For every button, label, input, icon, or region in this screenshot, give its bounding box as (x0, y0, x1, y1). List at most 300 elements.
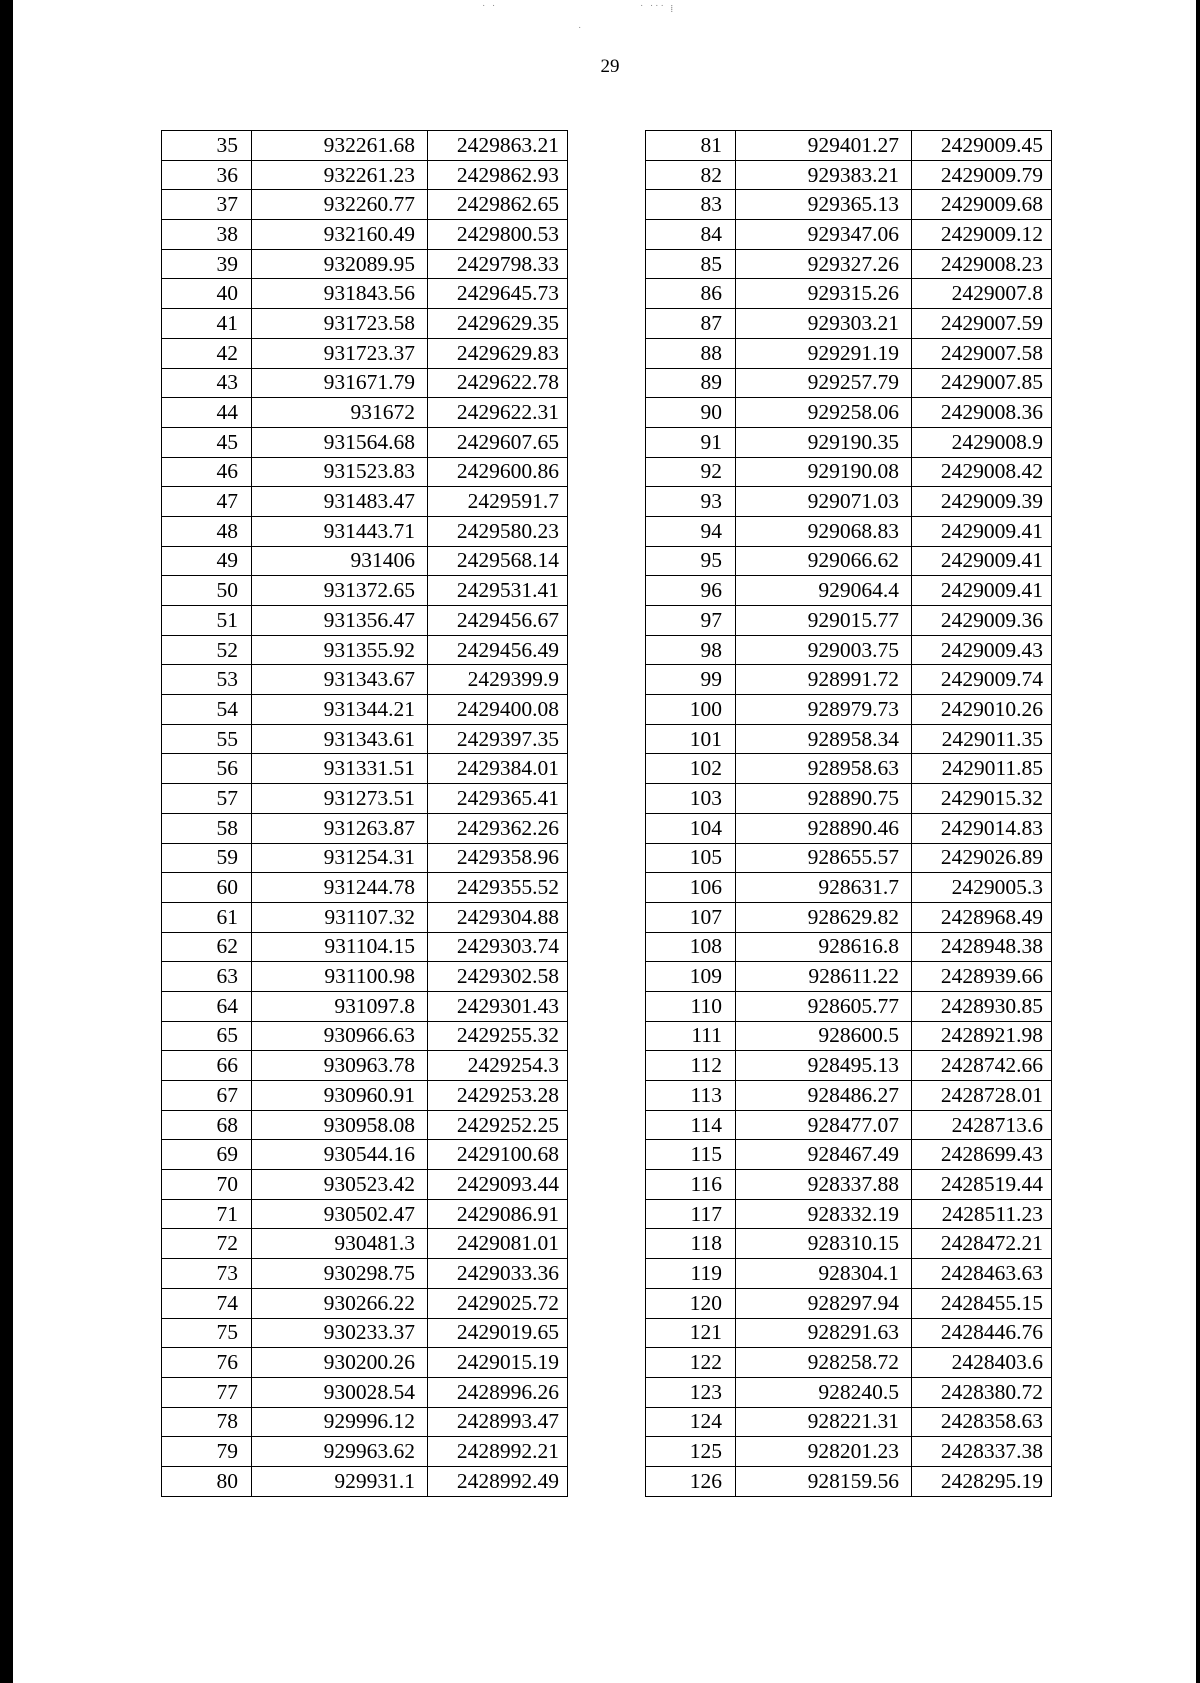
x-coordinate-cell: 929291.19 (736, 338, 912, 368)
y-coordinate-cell: 2429009.74 (912, 665, 1052, 695)
y-coordinate-cell: 2429100.68 (428, 1140, 568, 1170)
table-row (162, 576, 568, 606)
table-row (646, 665, 1052, 695)
point-number-cell: 88 (646, 338, 736, 368)
table-row (646, 784, 1052, 814)
table-row (162, 843, 568, 873)
table-row (646, 427, 1052, 457)
table-row (162, 635, 568, 665)
point-number-cell: 121 (646, 1318, 736, 1348)
point-number-cell: 77 (162, 1377, 252, 1407)
point-number-cell: 122 (646, 1348, 736, 1378)
point-number-cell: 106 (646, 873, 736, 903)
point-number-cell: 57 (162, 784, 252, 814)
point-number-cell: 99 (646, 665, 736, 695)
x-coordinate-cell: 930963.78 (252, 1051, 428, 1081)
y-coordinate-cell: 2429007.59 (912, 309, 1052, 339)
y-coordinate-cell: 2429456.49 (428, 635, 568, 665)
x-coordinate-cell: 928890.46 (736, 813, 912, 843)
table-row (162, 962, 568, 992)
x-coordinate-cell: 931564.68 (252, 427, 428, 457)
point-number-cell: 67 (162, 1081, 252, 1111)
point-number-cell: 69 (162, 1140, 252, 1170)
y-coordinate-cell: 2429093.44 (428, 1170, 568, 1200)
x-coordinate-cell: 928611.22 (736, 962, 912, 992)
table-row (646, 1259, 1052, 1289)
y-coordinate-cell: 2429399.9 (428, 665, 568, 695)
table-row (162, 1021, 568, 1051)
x-coordinate-cell: 932260.77 (252, 190, 428, 220)
y-coordinate-cell: 2429531.41 (428, 576, 568, 606)
y-coordinate-cell: 2429011.35 (912, 724, 1052, 754)
y-coordinate-cell: 2429026.89 (912, 843, 1052, 873)
y-coordinate-cell: 2429009.12 (912, 220, 1052, 250)
table-row (162, 1259, 568, 1289)
table-row (646, 516, 1052, 546)
point-number-cell: 43 (162, 368, 252, 398)
table-row (646, 813, 1052, 843)
table-row (646, 368, 1052, 398)
table-row (162, 368, 568, 398)
y-coordinate-cell: 2429005.3 (912, 873, 1052, 903)
y-coordinate-cell: 2429011.85 (912, 754, 1052, 784)
table-row (646, 1437, 1052, 1467)
table-row (646, 1288, 1052, 1318)
y-coordinate-cell: 2429591.7 (428, 487, 568, 517)
table-row (646, 724, 1052, 754)
scan-noise-mark: ˙ (578, 26, 584, 37)
y-coordinate-cell: 2428728.01 (912, 1081, 1052, 1111)
point-number-cell: 87 (646, 309, 736, 339)
table-row (162, 131, 568, 161)
scan-noise-mark: ˙ ˙˙˙ ⁞ (640, 4, 676, 15)
x-coordinate-cell: 928600.5 (736, 1021, 912, 1051)
y-coordinate-cell: 2429014.83 (912, 813, 1052, 843)
point-number-cell: 54 (162, 695, 252, 725)
table-row (162, 1348, 568, 1378)
y-coordinate-cell: 2429355.52 (428, 873, 568, 903)
y-coordinate-cell: 2429010.26 (912, 695, 1052, 725)
table-row (646, 1170, 1052, 1200)
point-number-cell: 40 (162, 279, 252, 309)
y-coordinate-cell: 2429384.01 (428, 754, 568, 784)
point-number-cell: 91 (646, 427, 736, 457)
table-row (162, 1170, 568, 1200)
x-coordinate-cell: 928297.94 (736, 1288, 912, 1318)
x-coordinate-cell: 929383.21 (736, 160, 912, 190)
x-coordinate-cell: 931107.32 (252, 902, 428, 932)
point-number-cell: 45 (162, 427, 252, 457)
table-row (162, 398, 568, 428)
y-coordinate-cell: 2428463.63 (912, 1259, 1052, 1289)
point-number-cell: 58 (162, 813, 252, 843)
table-row (162, 695, 568, 725)
x-coordinate-cell: 929064.4 (736, 576, 912, 606)
x-coordinate-cell: 929996.12 (252, 1407, 428, 1437)
y-coordinate-cell: 2428699.43 (912, 1140, 1052, 1170)
table-row (646, 576, 1052, 606)
scan-noise-mark: ˙ ˙ (482, 4, 498, 15)
point-number-cell: 126 (646, 1466, 736, 1496)
x-coordinate-cell: 929190.35 (736, 427, 912, 457)
table-row (162, 457, 568, 487)
x-coordinate-cell: 931343.67 (252, 665, 428, 695)
x-coordinate-cell: 930266.22 (252, 1288, 428, 1318)
point-number-cell: 44 (162, 398, 252, 428)
table-row (646, 1051, 1052, 1081)
point-number-cell: 74 (162, 1288, 252, 1318)
table-row (646, 1466, 1052, 1496)
x-coordinate-cell: 930028.54 (252, 1377, 428, 1407)
x-coordinate-cell: 928631.7 (736, 873, 912, 903)
x-coordinate-cell: 930523.42 (252, 1170, 428, 1200)
y-coordinate-cell: 2429645.73 (428, 279, 568, 309)
point-number-cell: 86 (646, 279, 736, 309)
x-coordinate-cell: 932160.49 (252, 220, 428, 250)
table-row (646, 457, 1052, 487)
table-row (162, 1318, 568, 1348)
table-row (646, 873, 1052, 903)
y-coordinate-cell: 2429086.91 (428, 1199, 568, 1229)
table-row (162, 1110, 568, 1140)
point-number-cell: 63 (162, 962, 252, 992)
x-coordinate-cell: 928486.27 (736, 1081, 912, 1111)
point-number-cell: 114 (646, 1110, 736, 1140)
point-number-cell: 105 (646, 843, 736, 873)
x-coordinate-cell: 928629.82 (736, 902, 912, 932)
y-coordinate-cell: 2429798.33 (428, 249, 568, 279)
point-number-cell: 71 (162, 1199, 252, 1229)
point-number-cell: 80 (162, 1466, 252, 1496)
point-number-cell: 97 (646, 606, 736, 636)
x-coordinate-cell: 929401.27 (736, 131, 912, 161)
table-row (162, 813, 568, 843)
x-coordinate-cell: 932261.68 (252, 131, 428, 161)
point-number-cell: 70 (162, 1170, 252, 1200)
x-coordinate-cell: 929963.62 (252, 1437, 428, 1467)
point-number-cell: 78 (162, 1407, 252, 1437)
table-row (646, 220, 1052, 250)
point-number-cell: 96 (646, 576, 736, 606)
x-coordinate-cell: 931483.47 (252, 487, 428, 517)
point-number-cell: 118 (646, 1229, 736, 1259)
y-coordinate-cell: 2428968.49 (912, 902, 1052, 932)
x-coordinate-cell: 931343.61 (252, 724, 428, 754)
x-coordinate-cell: 928958.63 (736, 754, 912, 784)
x-coordinate-cell: 931723.37 (252, 338, 428, 368)
y-coordinate-cell: 2429081.01 (428, 1229, 568, 1259)
y-coordinate-cell: 2429009.36 (912, 606, 1052, 636)
point-number-cell: 108 (646, 932, 736, 962)
x-coordinate-cell: 931723.58 (252, 309, 428, 339)
x-coordinate-cell: 931671.79 (252, 368, 428, 398)
point-number-cell: 81 (646, 131, 736, 161)
table-row (162, 190, 568, 220)
y-coordinate-cell: 2429008.36 (912, 398, 1052, 428)
table-row (162, 665, 568, 695)
y-coordinate-cell: 2429033.36 (428, 1259, 568, 1289)
point-number-cell: 93 (646, 487, 736, 517)
point-number-cell: 103 (646, 784, 736, 814)
x-coordinate-cell: 929365.13 (736, 190, 912, 220)
point-number-cell: 124 (646, 1407, 736, 1437)
y-coordinate-cell: 2429015.32 (912, 784, 1052, 814)
point-number-cell: 38 (162, 220, 252, 250)
y-coordinate-cell: 2428992.21 (428, 1437, 568, 1467)
table-row (162, 932, 568, 962)
point-number-cell: 113 (646, 1081, 736, 1111)
x-coordinate-cell: 930966.63 (252, 1021, 428, 1051)
table-row (646, 309, 1052, 339)
point-number-cell: 84 (646, 220, 736, 250)
x-coordinate-cell: 929303.21 (736, 309, 912, 339)
x-coordinate-cell: 928304.1 (736, 1259, 912, 1289)
x-coordinate-cell: 929347.06 (736, 220, 912, 250)
y-coordinate-cell: 2428713.6 (912, 1110, 1052, 1140)
y-coordinate-cell: 2428337.38 (912, 1437, 1052, 1467)
point-number-cell: 73 (162, 1259, 252, 1289)
y-coordinate-cell: 2428403.6 (912, 1348, 1052, 1378)
coordinates-table-left (161, 130, 568, 1497)
scan-border-left (0, 0, 13, 1683)
x-coordinate-cell: 929315.26 (736, 279, 912, 309)
point-number-cell: 39 (162, 249, 252, 279)
x-coordinate-cell: 930960.91 (252, 1081, 428, 1111)
y-coordinate-cell: 2429301.43 (428, 991, 568, 1021)
x-coordinate-cell: 929257.79 (736, 368, 912, 398)
x-coordinate-cell: 931843.56 (252, 279, 428, 309)
table-row (162, 754, 568, 784)
point-number-cell: 116 (646, 1170, 736, 1200)
point-number-cell: 56 (162, 754, 252, 784)
point-number-cell: 46 (162, 457, 252, 487)
point-number-cell: 94 (646, 516, 736, 546)
coordinates-table-right (645, 130, 1052, 1497)
y-coordinate-cell: 2429400.08 (428, 695, 568, 725)
y-coordinate-cell: 2429862.93 (428, 160, 568, 190)
point-number-cell: 112 (646, 1051, 736, 1081)
x-coordinate-cell: 932089.95 (252, 249, 428, 279)
table-row (646, 754, 1052, 784)
point-number-cell: 101 (646, 724, 736, 754)
x-coordinate-cell: 932261.23 (252, 160, 428, 190)
x-coordinate-cell: 930544.16 (252, 1140, 428, 1170)
table-row (646, 546, 1052, 576)
point-number-cell: 111 (646, 1021, 736, 1051)
x-coordinate-cell: 928291.63 (736, 1318, 912, 1348)
x-coordinate-cell: 928890.75 (736, 784, 912, 814)
x-coordinate-cell: 928258.72 (736, 1348, 912, 1378)
x-coordinate-cell: 931263.87 (252, 813, 428, 843)
table-row (162, 724, 568, 754)
y-coordinate-cell: 2429254.3 (428, 1051, 568, 1081)
page-number: 29 (600, 56, 620, 77)
point-number-cell: 85 (646, 249, 736, 279)
y-coordinate-cell: 2429009.43 (912, 635, 1052, 665)
x-coordinate-cell: 931355.92 (252, 635, 428, 665)
point-number-cell: 59 (162, 843, 252, 873)
table-row (162, 338, 568, 368)
y-coordinate-cell: 2429629.83 (428, 338, 568, 368)
x-coordinate-cell: 930200.26 (252, 1348, 428, 1378)
point-number-cell: 110 (646, 991, 736, 1021)
table-row (646, 1110, 1052, 1140)
x-coordinate-cell: 931406 (252, 546, 428, 576)
table-row (646, 991, 1052, 1021)
x-coordinate-cell: 930481.3 (252, 1229, 428, 1259)
y-coordinate-cell: 2429009.68 (912, 190, 1052, 220)
point-number-cell: 35 (162, 131, 252, 161)
y-coordinate-cell: 2429568.14 (428, 546, 568, 576)
table-row (646, 338, 1052, 368)
y-coordinate-cell: 2429009.41 (912, 576, 1052, 606)
table-row (646, 398, 1052, 428)
scan-border-right (1196, 0, 1200, 1683)
x-coordinate-cell: 929931.1 (252, 1466, 428, 1496)
point-number-cell: 98 (646, 635, 736, 665)
point-number-cell: 66 (162, 1051, 252, 1081)
y-coordinate-cell: 2429009.79 (912, 160, 1052, 190)
point-number-cell: 82 (646, 160, 736, 190)
table-row (162, 1288, 568, 1318)
table-row (646, 249, 1052, 279)
x-coordinate-cell: 928979.73 (736, 695, 912, 725)
y-coordinate-cell: 2429009.45 (912, 131, 1052, 161)
x-coordinate-cell: 928495.13 (736, 1051, 912, 1081)
point-number-cell: 61 (162, 902, 252, 932)
table-row (646, 962, 1052, 992)
table-row (162, 991, 568, 1021)
x-coordinate-cell: 928310.15 (736, 1229, 912, 1259)
point-number-cell: 104 (646, 813, 736, 843)
point-number-cell: 79 (162, 1437, 252, 1467)
x-coordinate-cell: 931443.71 (252, 516, 428, 546)
point-number-cell: 47 (162, 487, 252, 517)
y-coordinate-cell: 2429629.35 (428, 309, 568, 339)
point-number-cell: 120 (646, 1288, 736, 1318)
x-coordinate-cell: 929003.75 (736, 635, 912, 665)
x-coordinate-cell: 930298.75 (252, 1259, 428, 1289)
point-number-cell: 51 (162, 606, 252, 636)
x-coordinate-cell: 928655.57 (736, 843, 912, 873)
table-row (646, 1140, 1052, 1170)
x-coordinate-cell: 928159.56 (736, 1466, 912, 1496)
y-coordinate-cell: 2429019.65 (428, 1318, 568, 1348)
x-coordinate-cell: 928958.34 (736, 724, 912, 754)
point-number-cell: 107 (646, 902, 736, 932)
point-number-cell: 37 (162, 190, 252, 220)
table-row (162, 606, 568, 636)
y-coordinate-cell: 2429304.88 (428, 902, 568, 932)
y-coordinate-cell: 2429255.32 (428, 1021, 568, 1051)
point-number-cell: 62 (162, 932, 252, 962)
y-coordinate-cell: 2429607.65 (428, 427, 568, 457)
table-row (162, 279, 568, 309)
x-coordinate-cell: 929190.08 (736, 457, 912, 487)
table-row (646, 1199, 1052, 1229)
table-row (162, 220, 568, 250)
table-row (162, 1199, 568, 1229)
x-coordinate-cell: 930958.08 (252, 1110, 428, 1140)
y-coordinate-cell: 2429622.31 (428, 398, 568, 428)
point-number-cell: 125 (646, 1437, 736, 1467)
x-coordinate-cell: 931344.21 (252, 695, 428, 725)
table-row (162, 516, 568, 546)
point-number-cell: 41 (162, 309, 252, 339)
y-coordinate-cell: 2428948.38 (912, 932, 1052, 962)
table-row (646, 843, 1052, 873)
y-coordinate-cell: 2429362.26 (428, 813, 568, 843)
y-coordinate-cell: 2428511.23 (912, 1199, 1052, 1229)
point-number-cell: 119 (646, 1259, 736, 1289)
x-coordinate-cell: 929071.03 (736, 487, 912, 517)
table-row (162, 546, 568, 576)
table-row (162, 427, 568, 457)
point-number-cell: 83 (646, 190, 736, 220)
point-number-cell: 60 (162, 873, 252, 903)
x-coordinate-cell: 929258.06 (736, 398, 912, 428)
table-row (646, 1021, 1052, 1051)
y-coordinate-cell: 2428380.72 (912, 1377, 1052, 1407)
table-row (646, 160, 1052, 190)
x-coordinate-cell: 928616.8 (736, 932, 912, 962)
point-number-cell: 72 (162, 1229, 252, 1259)
x-coordinate-cell: 928467.49 (736, 1140, 912, 1170)
x-coordinate-cell: 930502.47 (252, 1199, 428, 1229)
y-coordinate-cell: 2429007.85 (912, 368, 1052, 398)
table-row (162, 1140, 568, 1170)
table-row (646, 131, 1052, 161)
y-coordinate-cell: 2429009.41 (912, 546, 1052, 576)
table-row (162, 784, 568, 814)
point-number-cell: 75 (162, 1318, 252, 1348)
y-coordinate-cell: 2429800.53 (428, 220, 568, 250)
x-coordinate-cell: 928605.77 (736, 991, 912, 1021)
y-coordinate-cell: 2429862.65 (428, 190, 568, 220)
table-row (162, 487, 568, 517)
y-coordinate-cell: 2428358.63 (912, 1407, 1052, 1437)
x-coordinate-cell: 931523.83 (252, 457, 428, 487)
y-coordinate-cell: 2428295.19 (912, 1466, 1052, 1496)
y-coordinate-cell: 2428992.49 (428, 1466, 568, 1496)
point-number-cell: 76 (162, 1348, 252, 1378)
y-coordinate-cell: 2429007.58 (912, 338, 1052, 368)
table-row (162, 160, 568, 190)
point-number-cell: 102 (646, 754, 736, 784)
y-coordinate-cell: 2429622.78 (428, 368, 568, 398)
x-coordinate-cell: 931372.65 (252, 576, 428, 606)
table-row (646, 635, 1052, 665)
point-number-cell: 123 (646, 1377, 736, 1407)
point-number-cell: 42 (162, 338, 252, 368)
x-coordinate-cell: 929327.26 (736, 249, 912, 279)
table-row (646, 1229, 1052, 1259)
y-coordinate-cell: 2428939.66 (912, 962, 1052, 992)
y-coordinate-cell: 2428921.98 (912, 1021, 1052, 1051)
point-number-cell: 50 (162, 576, 252, 606)
x-coordinate-cell: 928337.88 (736, 1170, 912, 1200)
x-coordinate-cell: 931356.47 (252, 606, 428, 636)
point-number-cell: 52 (162, 635, 252, 665)
point-number-cell: 92 (646, 457, 736, 487)
y-coordinate-cell: 2429007.8 (912, 279, 1052, 309)
y-coordinate-cell: 2429358.96 (428, 843, 568, 873)
point-number-cell: 36 (162, 160, 252, 190)
y-coordinate-cell: 2429252.25 (428, 1110, 568, 1140)
point-number-cell: 90 (646, 398, 736, 428)
x-coordinate-cell: 931100.98 (252, 962, 428, 992)
y-coordinate-cell: 2428472.21 (912, 1229, 1052, 1259)
